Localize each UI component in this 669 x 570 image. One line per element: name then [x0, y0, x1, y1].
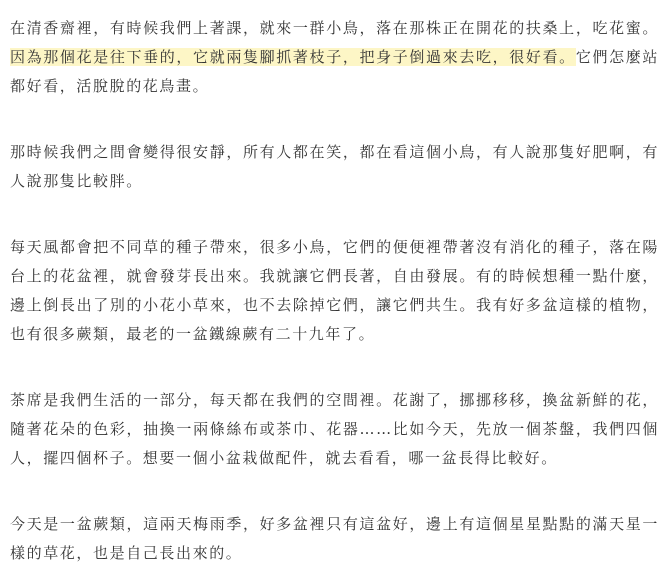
paragraph-1-ending: 它們怎麼站都好看，活脫脫的花鳥畫。 — [10, 48, 659, 95]
paragraph-1-intro: 在清香齋裡，有時候我們上著課，就來一群小鳥，落在那株正在開花的扶桑上，吃花蜜。 — [10, 19, 659, 37]
paragraph-5: 今天是一盆蕨類，這兩天梅雨季，好多盆裡只有這盆好，邊上有這個星星點點的滿天星一樣的草花，也是自己長出來的。 — [10, 515, 659, 562]
paragraph-4: 茶席是我們生活的一部分，每天都在我們的空間裡。花謝了，挪挪移移，換盆新鮮的花，隨著花朵的色彩，抽換一兩條絲布或茶巾、花器……比如今天，先放一個茶盤，我們四個人，擺四個杯子。想要一個小盆栽做配件，就去看看，哪一盆長得比較好。 — [10, 391, 659, 467]
highlighted-sentence: 因為那個花是往下垂的，它就兩隻腳抓著枝子，把身子倒過來去吃，很好看。 — [10, 48, 576, 66]
paragraph-2: 那時候我們之間會變得很安靜，所有人都在笑，都在看這個小鳥，有人說那隻好肥啊，有人說那隻比較胖。 — [10, 143, 659, 190]
paragraph-3: 每天風都會把不同草的種子帶來，很多小鳥，它們的便便裡帶著沒有消化的種子，落在陽台上的花盆裡，就會發芽長出來。我就讓它們長著，自由發展。有的時候想種一點什麼，邊上倒長出了別的小花小草來，也不去除掉它們，讓它們共生。我有好多盆這樣的植物，也有很多蕨類，最老的一盆鐵線蕨有二十九年了。 — [10, 238, 659, 343]
paragraph-1 — [10, 14, 659, 101]
